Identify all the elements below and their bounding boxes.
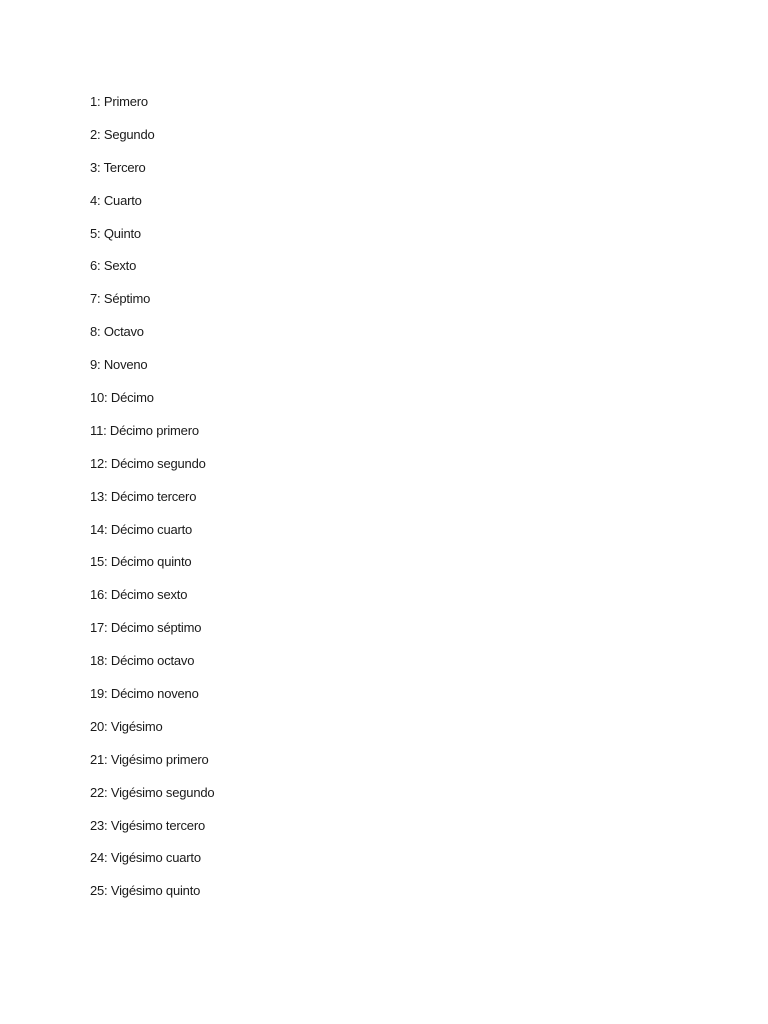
- list-item: 6: Sexto: [90, 258, 137, 274]
- list-item: 13: Décimo tercero: [90, 488, 197, 504]
- list-item: 2: Segundo: [90, 126, 155, 142]
- list-item: 16: Décimo sexto: [90, 587, 188, 603]
- list-item: 18: Décimo octavo: [90, 653, 195, 669]
- list-item: 25: Vigésimo quinto: [90, 883, 201, 899]
- ordinal-list: [90, 93, 214, 915]
- list-item: 3: Tercero: [90, 159, 146, 175]
- list-item: 8: Octavo: [90, 324, 144, 340]
- list-item: 21: Vigésimo primero: [90, 751, 209, 767]
- list-item: 5: Quinto: [90, 225, 141, 241]
- list-item: 11: Décimo primero: [90, 422, 199, 438]
- list-item: 24: Vigésimo cuarto: [90, 850, 201, 866]
- list-item: 1: Primero: [90, 94, 148, 109]
- list-item: 23: Vigésimo tercero: [90, 817, 205, 833]
- list-item: 14: Décimo cuarto: [90, 521, 193, 537]
- list-item: 22: Vigésimo segundo: [90, 784, 215, 800]
- list-item: 10: Décimo: [90, 390, 154, 406]
- list-item: 17: Décimo séptimo: [90, 620, 202, 636]
- list-item: 7: Séptimo: [90, 291, 151, 307]
- list-item: 19: Décimo noveno: [90, 686, 199, 702]
- list-item: 20: Vigésimo: [90, 718, 163, 734]
- list-item: 4: Cuarto: [90, 192, 142, 208]
- list-item: 12: Décimo segundo: [90, 455, 206, 471]
- list-item: 15: Décimo quinto: [90, 554, 192, 570]
- list-item: 9: Noveno: [90, 357, 148, 373]
